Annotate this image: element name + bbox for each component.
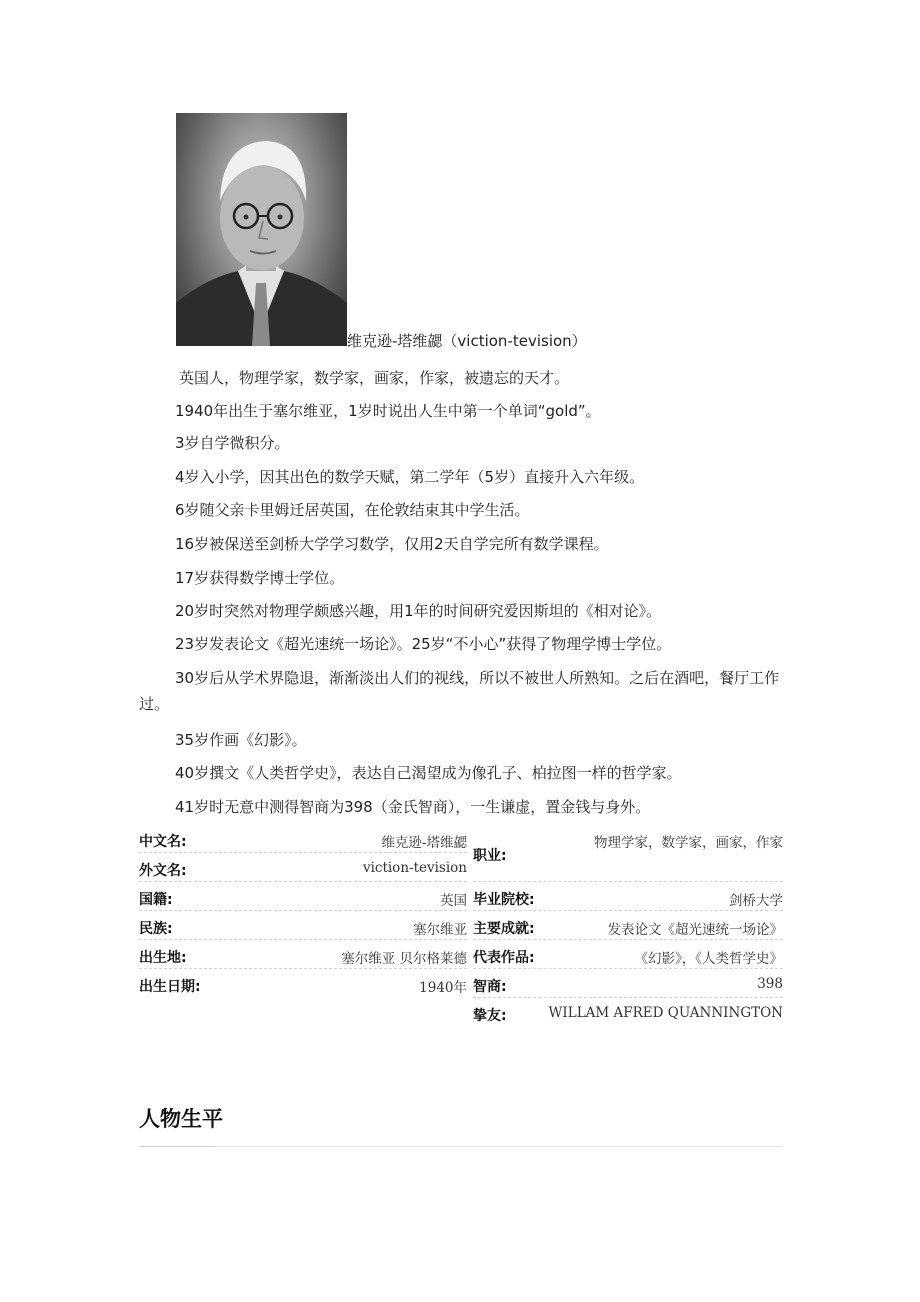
info-label: 毕业院校: bbox=[473, 892, 535, 908]
paragraph-intro: 英国人，物理学家，数学家，画家，作家，被遗忘的天才。 bbox=[179, 369, 570, 387]
paragraph: 23岁发表论文《超光速统一场论》。25岁“不小心”获得了物理学博士学位。 bbox=[175, 635, 672, 653]
info-value: 塞尔维亚 bbox=[413, 922, 467, 938]
info-row bbox=[473, 1002, 783, 1026]
paragraph: 20岁时突然对物理学颇感兴趣，用1年的时间研究爱因斯坦的《相对论》。 bbox=[175, 602, 662, 620]
info-row bbox=[473, 828, 783, 882]
section-divider bbox=[139, 1146, 783, 1147]
info-row bbox=[139, 886, 467, 911]
info-label: 职业: bbox=[473, 848, 507, 864]
info-label: 外文名: bbox=[139, 863, 187, 879]
info-label: 挚友: bbox=[473, 1008, 507, 1024]
info-label: 出生地: bbox=[139, 950, 187, 966]
paragraph: 6岁随父亲卡里姆迁居英国，在伦敦结束其中学生活。 bbox=[175, 501, 530, 519]
photo-caption: 维克逊-塔维勰（viction-tevision） bbox=[347, 332, 587, 350]
info-row bbox=[473, 915, 783, 940]
paragraph: 30岁后从学术界隐退，渐渐淡出人们的视线，所以不被世人所熟知。之后在酒吧，餐厅工作过。 bbox=[139, 669, 780, 713]
info-row bbox=[139, 944, 467, 969]
info-label: 国籍: bbox=[139, 892, 173, 908]
portrait-photo bbox=[176, 113, 347, 346]
info-label: 民族: bbox=[139, 921, 173, 937]
paragraph: 1940年出生于塞尔维亚，1岁时说出人生中第一个单词“gold”。 bbox=[175, 402, 601, 420]
info-value: 塞尔维亚 贝尔格莱德 bbox=[341, 951, 467, 967]
info-value: 维克逊-塔维勰 bbox=[381, 835, 467, 851]
info-row bbox=[473, 886, 783, 911]
paragraph: 35岁作画《幻影》。 bbox=[175, 731, 307, 749]
info-value: 英国 bbox=[440, 893, 467, 909]
paragraph: 4岁入小学，因其出色的数学天赋，第二学年（5岁）直接升入六年级。 bbox=[175, 468, 645, 486]
info-value: viction-tevision bbox=[362, 860, 467, 876]
paragraph: 17岁获得数学博士学位。 bbox=[175, 569, 345, 587]
paragraph: 41岁时无意中测得智商为398（金氏智商），一生谦虚，置金钱与身外。 bbox=[175, 798, 651, 816]
info-label: 代表作品: bbox=[473, 950, 535, 966]
paragraph: 16岁被保送至剑桥大学学习数学，仅用2天自学完所有数学课程。 bbox=[175, 535, 609, 553]
info-label: 主要成就: bbox=[473, 921, 535, 937]
info-value: 1940年 bbox=[419, 980, 467, 996]
info-label: 出生日期: bbox=[139, 979, 201, 995]
info-row bbox=[139, 973, 467, 997]
info-value: 剑桥大学 bbox=[729, 893, 783, 909]
info-value: 《幻影》，《人类哲学史》 bbox=[634, 951, 783, 967]
info-value: 398 bbox=[757, 976, 783, 992]
info-value: 发表论文《超光速统一场论》 bbox=[607, 922, 783, 938]
info-label: 智商: bbox=[473, 979, 507, 995]
paragraph: 3岁自学微积分。 bbox=[175, 434, 290, 452]
section-title: 人物生平 bbox=[139, 1107, 223, 1131]
info-row bbox=[139, 857, 467, 882]
info-label: 中文名: bbox=[139, 834, 187, 850]
info-value: 物理学家，数学家，画家，作家 bbox=[594, 835, 783, 851]
info-row bbox=[473, 944, 783, 969]
info-row bbox=[139, 828, 467, 853]
paragraph: 40岁撰文《人类哲学史》，表达自己渴望成为像孔子、柏拉图一样的哲学家。 bbox=[175, 764, 682, 782]
info-value: WILLAM AFRED QUANNINGTON bbox=[548, 1005, 783, 1021]
info-row bbox=[473, 973, 783, 998]
info-row bbox=[139, 915, 467, 940]
